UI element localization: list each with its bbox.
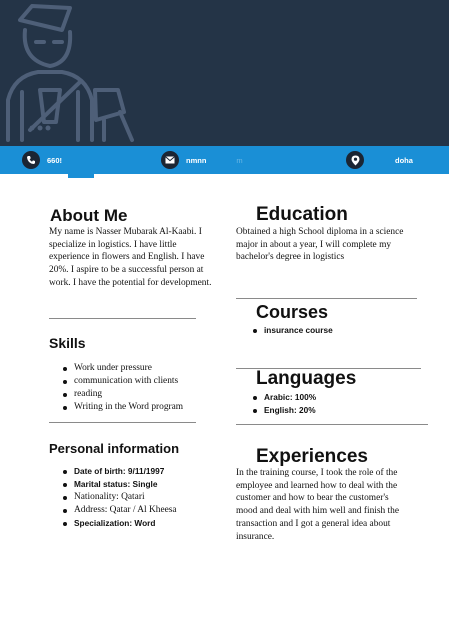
skills-divider xyxy=(49,422,196,423)
email-icon xyxy=(161,151,179,169)
personal-heading: Personal information xyxy=(49,441,180,456)
header-banner xyxy=(0,0,449,146)
phone-icon xyxy=(22,151,40,169)
list-item: Writing in the Word program xyxy=(60,401,183,414)
contact-phone xyxy=(22,150,62,170)
languages-list xyxy=(250,391,316,417)
education-text: Obtained a high School diploma in a science major in about a year, I will complete my bachelor's degree in logistics xyxy=(236,227,404,263)
education-divider xyxy=(236,298,417,299)
contact-bar xyxy=(0,146,449,174)
personal-list xyxy=(60,465,177,530)
experiences-heading: Experiences xyxy=(256,446,368,467)
accent-tab xyxy=(68,174,94,178)
about-text: My name is Nasser Mubarak Al-Kaabi. I specialize in logistics. I have little experience in flowers and English. I have 20%. I aspire to be a successful person at work. I have the potential for development. xyxy=(49,227,212,288)
languages-heading: Languages xyxy=(256,368,357,389)
list-item: Work under pressure xyxy=(60,362,183,375)
skills-heading: Skills xyxy=(49,335,86,351)
location-icon xyxy=(346,151,364,169)
list-item: Specialization: Word xyxy=(60,517,177,530)
languages-divider xyxy=(236,424,428,425)
list-item: Marital status: Single xyxy=(60,478,177,491)
about-divider xyxy=(49,318,196,319)
courier-illustration xyxy=(0,0,160,146)
list-item: reading xyxy=(60,388,183,401)
phone-text: 660! xyxy=(47,155,63,165)
list-item: Address: Qatar / Al Kheesa xyxy=(60,504,177,517)
list-item: English: 20% xyxy=(250,404,316,417)
email-text: nmnn xyxy=(186,155,207,165)
courses-list xyxy=(250,324,333,337)
email-text-tail: m xyxy=(236,155,243,165)
education-heading: Education xyxy=(256,204,348,225)
experiences-text: In the training course, I took the role of the employee and learned how to deal with the customer and how to bear the customer's mood and deal with him well and finish the transaction and I got a general idea about insurance. xyxy=(236,468,399,542)
list-item: Arabic: 100% xyxy=(250,391,316,404)
location-text: doha xyxy=(395,155,413,165)
skills-list xyxy=(60,362,183,414)
list-item: insurance course xyxy=(250,324,333,337)
list-item: Nationality: Qatari xyxy=(60,491,177,504)
list-item: communication with clients xyxy=(60,375,183,388)
courses-heading: Courses xyxy=(256,302,329,322)
contact-email xyxy=(161,150,243,170)
list-item: Date of birth: 9/11/1997 xyxy=(60,465,177,478)
about-heading: About Me xyxy=(50,206,128,225)
contact-location xyxy=(346,150,413,170)
